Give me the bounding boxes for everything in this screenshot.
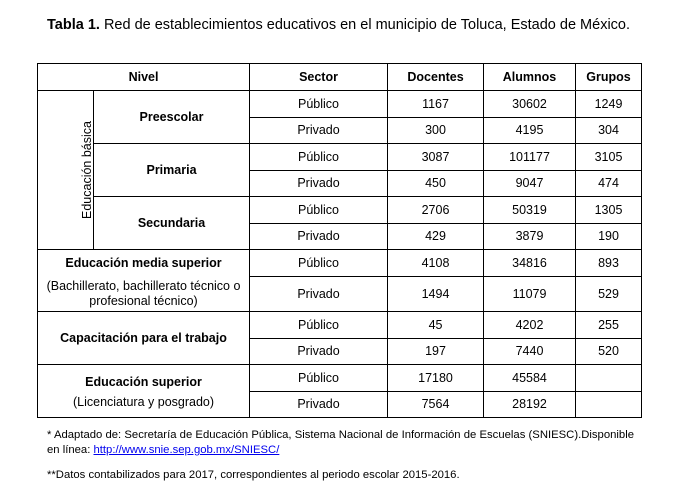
grupos-cell: 474 — [576, 170, 642, 197]
alumnos-cell: 45584 — [484, 365, 576, 392]
docentes-cell: 450 — [388, 170, 484, 197]
sector-cell: Público — [250, 144, 388, 171]
basica-cell — [38, 91, 94, 250]
grupos-cell: 520 — [576, 338, 642, 365]
sector-cell: Privado — [250, 276, 388, 312]
alumnos-cell: 7440 — [484, 338, 576, 365]
caption-text: Red de establecimientos educativos en el municipio de Toluca, Estado de México. — [99, 17, 631, 33]
capacitacion-cell: Capacitación para el trabajo — [38, 312, 250, 365]
caption-label: Tabla 1. — [47, 17, 100, 33]
alumnos-cell: 28192 — [484, 391, 576, 418]
media-cell: Educación media superior — [38, 250, 250, 277]
alumnos-cell: 3879 — [484, 223, 576, 250]
sector-cell: Privado — [250, 117, 388, 144]
docentes-cell: 7564 — [388, 391, 484, 418]
grupos-cell: 255 — [576, 312, 642, 339]
grupos-cell: 529 — [576, 276, 642, 312]
table-row — [38, 250, 642, 277]
alumnos-cell: 30602 — [484, 91, 576, 118]
grupos-cell: 3105 — [576, 144, 642, 171]
docentes-cell: 300 — [388, 117, 484, 144]
alumnos-cell: 50319 — [484, 197, 576, 224]
snie-link[interactable]: http://www.snie.sep.gob.mx/SNIESC/ — [93, 444, 280, 456]
superior-cell — [38, 365, 250, 418]
basica-label: Educación básica — [79, 121, 94, 219]
docentes-cell: 4108 — [388, 250, 484, 277]
grupos-cell: 190 — [576, 223, 642, 250]
header-docentes: Docentes — [388, 64, 484, 91]
docentes-cell: 429 — [388, 223, 484, 250]
alumnos-cell: 34816 — [484, 250, 576, 277]
table-row — [38, 312, 642, 339]
docentes-cell: 1167 — [388, 91, 484, 118]
docentes-cell: 2706 — [388, 197, 484, 224]
alumnos-cell: 101177 — [484, 144, 576, 171]
footnote-source — [47, 428, 634, 458]
docentes-cell: 1494 — [388, 276, 484, 312]
sector-cell: Privado — [250, 391, 388, 418]
sector-cell: Público — [250, 197, 388, 224]
sector-cell: Público — [250, 312, 388, 339]
table-row — [38, 276, 642, 312]
footnotes — [47, 428, 634, 483]
table-caption — [47, 16, 634, 35]
docentes-cell: 45 — [388, 312, 484, 339]
table-row — [38, 365, 642, 392]
alumnos-cell: 4195 — [484, 117, 576, 144]
media-sub-cell — [38, 276, 250, 312]
alumnos-cell: 11079 — [484, 276, 576, 312]
education-table — [37, 63, 642, 418]
header-alumnos: Alumnos — [484, 64, 576, 91]
secundaria-cell: Secundaria — [94, 197, 250, 250]
sector-cell: Privado — [250, 223, 388, 250]
grupos-cell: 1249 — [576, 91, 642, 118]
footnote-data: **Datos contabilizados para 2017, correspondientes al periodo escolar 2015-2016. — [47, 469, 460, 481]
grupos-cell — [576, 391, 642, 418]
sector-cell: Público — [250, 91, 388, 118]
docentes-cell: 197 — [388, 338, 484, 365]
docentes-cell: 3087 — [388, 144, 484, 171]
superior-label: Educación superior — [85, 374, 202, 389]
docentes-cell: 17180 — [388, 365, 484, 392]
grupos-cell: 1305 — [576, 197, 642, 224]
grupos-cell: 304 — [576, 117, 642, 144]
sector-cell: Privado — [250, 170, 388, 197]
table-row — [38, 197, 642, 224]
footnote-source-text: * Adaptado de: Secretaría de Educación Pública, Sistema Nacional de Información de Escuelas (SNIESC).Disponible en línea: — [47, 429, 634, 456]
sector-cell: Privado — [250, 338, 388, 365]
alumnos-cell: 4202 — [484, 312, 576, 339]
header-row — [38, 64, 642, 91]
media-sub: (Bachillerato, bachillerato técnico o profesional técnico) — [46, 278, 241, 308]
table-row — [38, 144, 642, 171]
grupos-cell — [576, 365, 642, 392]
primaria-cell: Primaria — [94, 144, 250, 197]
alumnos-cell: 9047 — [484, 170, 576, 197]
preescolar-cell: Preescolar — [94, 91, 250, 144]
grupos-cell: 893 — [576, 250, 642, 277]
sector-cell: Público — [250, 250, 388, 277]
header-grupos: Grupos — [576, 64, 642, 91]
table-row — [38, 91, 642, 118]
header-sector: Sector — [250, 64, 388, 91]
sector-cell: Público — [250, 365, 388, 392]
superior-sub: (Licenciatura y posgrado) — [72, 394, 215, 409]
header-nivel: Nivel — [38, 64, 250, 91]
